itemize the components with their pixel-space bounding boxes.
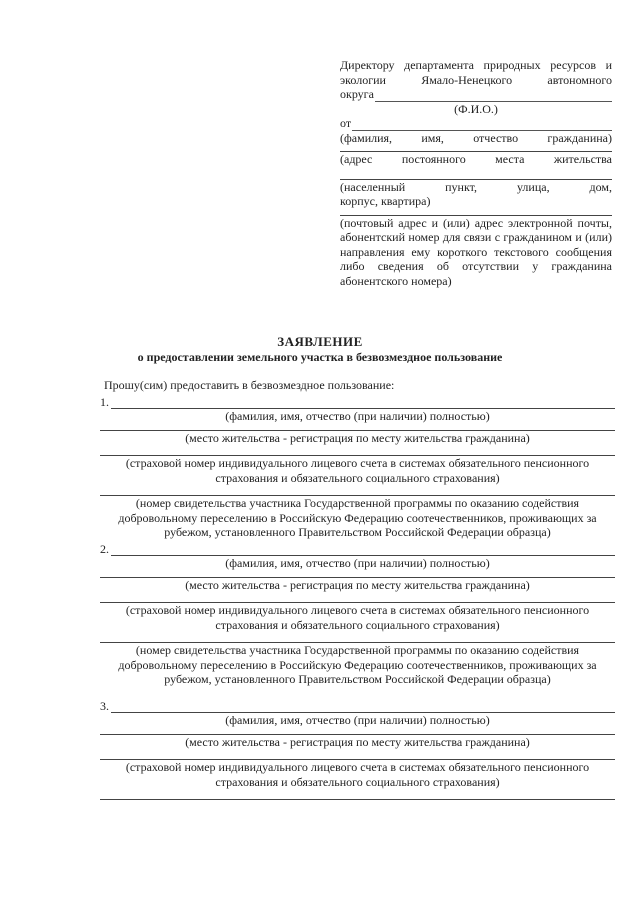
entry-1-number: 1. <box>100 394 109 409</box>
entry-3-residence-caption: (место жительства - регистрация по месту жительства гражданина) <box>185 734 530 749</box>
document-title: ЗАЯВЛЕНИЕ <box>277 334 363 349</box>
request-body <box>100 378 615 800</box>
from-line <box>340 116 612 131</box>
entry-2-number: 2. <box>100 541 109 556</box>
caption-address: (адрес постоянного места жительства <box>340 152 612 166</box>
okrug-blank[interactable] <box>375 90 612 102</box>
from-prefix: от <box>340 116 352 130</box>
entry-3-fio-blank[interactable] <box>111 701 615 713</box>
entry-2-snils-caption: (страховой номер индивидуального лицевого счета в системах обязательного пенсионного страхования и обязательного социального страхования) <box>125 603 590 632</box>
entry-1-certificate-caption: (номер свидетельства участника Государственной программы по оказанию содействия добровольному переселению в Российскую Федерацию соотечественников, проживающих за рубежом, установленного Правительством Российской Федерации образца) <box>118 496 597 539</box>
entry-1-snils-caption: (страховой номер индивидуального лицевого счета в системах обязательного пенсионного страхования и обязательного социального страхования) <box>125 456 590 485</box>
entry-2-fio-line <box>100 542 615 557</box>
entry-1-fio-caption: (фамилия, имя, отчество (при наличии) полностью) <box>225 409 490 423</box>
recipient-okrug-line <box>340 87 612 102</box>
entry-3-next-blank[interactable] <box>100 799 615 800</box>
caption-applicant-name: (фамилия, имя, отчество гражданина) <box>340 130 612 145</box>
entry-3-fio-line <box>100 699 615 714</box>
recipient-block <box>340 58 612 288</box>
entry-1-residence-caption: (место жительства - регистрация по месту жительства гражданина) <box>185 430 530 445</box>
entry-2-residence-caption: (место жительства - регистрация по месту жительства гражданина) <box>185 577 530 592</box>
entry-2-fio-blank[interactable] <box>111 544 615 556</box>
from-blank[interactable] <box>352 119 612 131</box>
caption-locality-2: корпус, квартира) <box>340 194 431 208</box>
entry-3-fio-caption: (фамилия, имя, отчество (при наличии) полностью) <box>225 713 490 727</box>
entry-1-fio-line <box>100 395 615 410</box>
entry-3-number: 3. <box>100 698 109 713</box>
entry-2-fio-caption: (фамилия, имя, отчество (при наличии) полностью) <box>225 556 490 570</box>
recipient-line-2: экологии Ямало-Ненецкого автономного <box>340 72 612 87</box>
recipient-line-1: Директору департамента природных ресурсов и <box>340 58 612 72</box>
document-subtitle: о предоставлении земельного участка в безвозмездное пользование <box>137 350 503 364</box>
entry-1-fio-blank[interactable] <box>111 397 615 409</box>
entry-2-certificate-caption: (номер свидетельства участника Государственной программы по оказанию содействия добровольному переселению в Российскую Федерацию соотечественников, проживающих за рубежом, установленного Правительством Российской Федерации образца) <box>118 643 597 686</box>
caption-locality-1: (населенный пункт, улица, дом, <box>340 179 612 194</box>
request-lead: Прошу(сим) предоставить в безвозмездное пользование: <box>104 378 395 392</box>
okrug-prefix: округа <box>340 87 374 101</box>
fio-caption: (Ф.И.О.) <box>454 101 498 116</box>
entry-3-snils-caption: (страховой номер индивидуального лицевого счета в системах обязательного пенсионного страхования и обязательного социального страхования) <box>125 760 590 789</box>
caption-contact: (почтовый адрес и (или) адрес электронной почты, абонентский номер для связи с гражданином и (или) направления ему короткого текстового сообщения либо сведения об отсутствии у гражданина абонентского номера) <box>340 215 612 288</box>
